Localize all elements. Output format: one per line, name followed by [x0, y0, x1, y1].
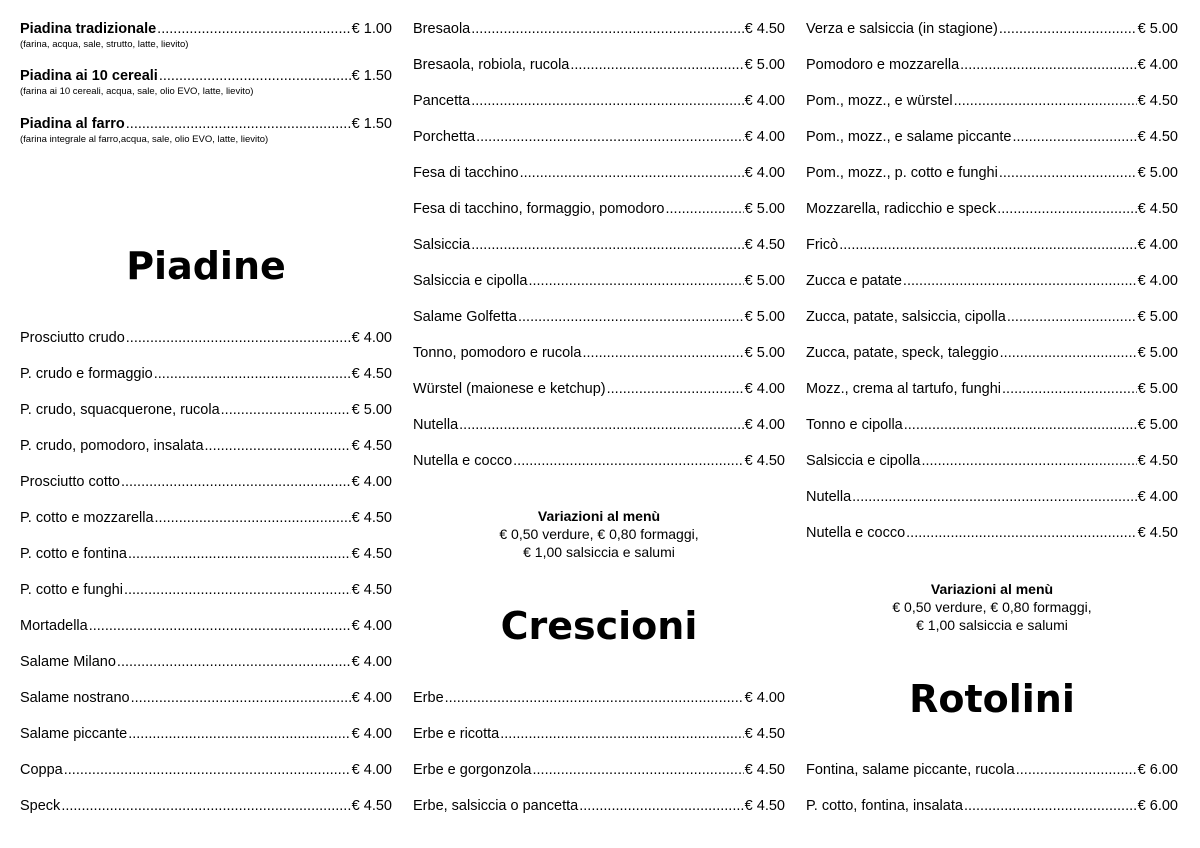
leader-dots: [964, 796, 1137, 816]
leader-dots: [533, 760, 744, 780]
menu-item: [413, 379, 785, 399]
menu-item: [806, 487, 1178, 507]
leader-dots: [997, 199, 1136, 219]
menu-item: [20, 19, 392, 39]
item-name: Salame nostrano: [20, 690, 130, 706]
item-name: Nutella e cocco: [413, 453, 513, 469]
menu-item: [20, 616, 392, 636]
menu-item: [20, 652, 392, 672]
item-name: Nutella: [413, 417, 459, 433]
item-name: Prosciutto crudo: [20, 330, 125, 346]
leader-dots: [960, 55, 1137, 75]
menu-item: [806, 91, 1178, 111]
item-ingredients: (farina ai 10 cereali, acqua, sale, olio EVO, latte, lievito): [20, 86, 254, 97]
leader-dots: [157, 19, 351, 39]
item-price: € 4.50: [351, 582, 392, 598]
item-name: Prosciutto cotto: [20, 474, 120, 490]
item-price: € 4.50: [351, 798, 392, 814]
leader-dots: [126, 328, 351, 348]
item-price: € 4.00: [351, 726, 392, 742]
item-name: P. cotto e fontina: [20, 546, 127, 562]
item-name: Porchetta: [413, 129, 476, 145]
menu-item: [413, 19, 785, 39]
item-price: € 4.00: [744, 93, 785, 109]
leader-dots: [154, 364, 351, 384]
item-name: Erbe e gorgonzola: [413, 762, 532, 778]
item-name: Speck: [20, 798, 61, 814]
item-name: Pancetta: [413, 93, 471, 109]
menu-item: [20, 580, 392, 600]
item-price: € 4.00: [351, 618, 392, 634]
item-price: € 4.50: [744, 762, 785, 778]
menu-item: [806, 760, 1178, 780]
item-price: € 4.00: [744, 381, 785, 397]
item-price: € 6.00: [1137, 798, 1178, 814]
leader-dots: [459, 415, 744, 435]
menu-item: [20, 400, 392, 420]
item-name: Erbe e ricotta: [413, 726, 500, 742]
item-price: € 4.50: [351, 366, 392, 382]
item-name: P. crudo, pomodoro, insalata: [20, 438, 204, 454]
item-price: € 4.00: [1137, 273, 1178, 289]
leader-dots: [903, 271, 1137, 291]
leader-dots: [121, 472, 351, 492]
menu-item: [806, 415, 1178, 435]
leader-dots: [159, 66, 351, 86]
item-name: Salame Milano: [20, 654, 116, 670]
item-name: Salame piccante: [20, 726, 128, 742]
variations-line: € 0,50 verdure, € 0,80 formaggi,: [892, 599, 1092, 615]
item-name: Salsiccia e cipolla: [413, 273, 528, 289]
item-name: Fontina, salame piccante, rucola: [806, 762, 1015, 778]
menu-item: [806, 451, 1178, 471]
leader-dots: [839, 235, 1136, 255]
leader-dots: [128, 724, 350, 744]
item-name: Piadina tradizionale: [20, 21, 157, 37]
menu-item: [20, 544, 392, 564]
menu-item: [806, 271, 1178, 291]
menu-item: [806, 343, 1178, 363]
item-price: € 4.00: [351, 762, 392, 778]
menu-item: [413, 688, 785, 708]
item-price: € 4.00: [351, 690, 392, 706]
item-name: Pomodoro e mozzarella: [806, 57, 960, 73]
leader-dots: [921, 451, 1136, 471]
item-name: Salsiccia e cipolla: [806, 453, 921, 469]
item-price: € 1.50: [351, 68, 392, 84]
menu-item: [20, 724, 392, 744]
item-name: P. cotto e mozzarella: [20, 510, 154, 526]
menu-item: [806, 523, 1178, 543]
item-price: € 5.00: [1137, 21, 1178, 37]
item-price: € 4.50: [351, 510, 392, 526]
item-name: Würstel (maionese e ketchup): [413, 381, 606, 397]
item-name: Mozzarella, radicchio e speck: [806, 201, 997, 217]
item-price: € 4.50: [744, 21, 785, 37]
item-name: Pom., mozz., e würstel: [806, 93, 953, 109]
item-name: Pom., mozz., e salame piccante: [806, 129, 1012, 145]
menu-item: [413, 271, 785, 291]
item-price: € 5.00: [1137, 381, 1178, 397]
item-name: Piadina ai 10 cereali: [20, 68, 158, 84]
leader-dots: [500, 724, 743, 744]
menu-item: [806, 19, 1178, 39]
menu-item: [20, 114, 392, 134]
leader-dots: [128, 544, 351, 564]
item-name: Mozz., crema al tartufo, funghi: [806, 381, 1002, 397]
menu-item: [20, 328, 392, 348]
menu-item: [806, 235, 1178, 255]
item-price: € 4.00: [351, 654, 392, 670]
item-price: € 5.00: [744, 309, 785, 325]
leader-dots: [570, 55, 743, 75]
variations-title: Variazioni al menù: [930, 581, 1054, 597]
section-heading-crescioni: Crescioni: [500, 604, 698, 648]
item-price: € 5.00: [1137, 345, 1178, 361]
item-name: Fesa di tacchino, formaggio, pomodoro: [413, 201, 665, 217]
item-name: Tonno e cipolla: [806, 417, 903, 433]
item-name: Salame Golfetta: [413, 309, 517, 325]
item-price: € 5.00: [1137, 165, 1178, 181]
leader-dots: [61, 796, 350, 816]
item-price: € 4.00: [744, 690, 785, 706]
item-ingredients: (farina integrale al farro,acqua, sale, olio EVO, latte, lievito): [20, 134, 269, 145]
item-price: € 4.50: [1137, 201, 1178, 217]
menu-item: [20, 760, 392, 780]
leader-dots: [665, 199, 743, 219]
item-name: Mortadella: [20, 618, 88, 634]
leader-dots: [124, 580, 351, 600]
leader-dots: [513, 451, 744, 471]
variations-line: € 1,00 salsiccia e salumi: [523, 544, 675, 560]
leader-dots: [582, 343, 743, 363]
menu-item: [806, 307, 1178, 327]
section-heading-piadine: Piadine: [126, 244, 286, 288]
menu-item: [806, 199, 1178, 219]
leader-dots: [852, 487, 1137, 507]
item-price: € 4.50: [351, 438, 392, 454]
item-name: P. crudo e formaggio: [20, 366, 153, 382]
leader-dots: [471, 91, 743, 111]
menu-item: [806, 55, 1178, 75]
leader-dots: [471, 235, 743, 255]
item-price: € 4.50: [351, 546, 392, 562]
item-price: € 4.00: [1137, 489, 1178, 505]
item-name: Erbe, salsiccia o pancetta: [413, 798, 579, 814]
item-name: Bresaola: [413, 21, 471, 37]
menu-item: [413, 163, 785, 183]
item-price: € 4.50: [1137, 525, 1178, 541]
menu-item: [806, 796, 1178, 816]
menu-item: [20, 688, 392, 708]
item-price: € 1.50: [351, 116, 392, 132]
item-name: P. cotto, fontina, insalata: [806, 798, 963, 814]
variations-line: € 0,50 verdure, € 0,80 formaggi,: [499, 526, 699, 542]
leader-dots: [476, 127, 744, 147]
menu-item: [413, 343, 785, 363]
leader-dots: [528, 271, 743, 291]
leader-dots: [471, 19, 743, 39]
item-price: € 6.00: [1137, 762, 1178, 778]
menu-variations-note: [413, 507, 785, 561]
menu-item: [413, 55, 785, 75]
leader-dots: [999, 19, 1137, 39]
item-name: Nutella e cocco: [806, 525, 906, 541]
leader-dots: [579, 796, 743, 816]
leader-dots: [1013, 127, 1137, 147]
variations-title: Variazioni al menù: [537, 508, 661, 524]
item-price: € 4.00: [351, 330, 392, 346]
item-price: € 4.00: [744, 165, 785, 181]
menu-item: [413, 451, 785, 471]
menu-item: [413, 796, 785, 816]
leader-dots: [126, 114, 351, 134]
menu-item: [413, 199, 785, 219]
item-price: € 4.50: [744, 726, 785, 742]
menu-item: [20, 472, 392, 492]
menu-item: [20, 508, 392, 528]
leader-dots: [906, 523, 1137, 543]
leader-dots: [155, 508, 351, 528]
item-price: € 4.50: [1137, 453, 1178, 469]
item-price: € 5.00: [1137, 309, 1178, 325]
item-price: € 5.00: [744, 345, 785, 361]
item-price: € 4.50: [744, 237, 785, 253]
leader-dots: [607, 379, 744, 399]
item-price: € 5.00: [1137, 417, 1178, 433]
item-name: P. crudo, squacquerone, rucola: [20, 402, 220, 418]
item-price: € 5.00: [744, 57, 785, 73]
menu-item: [413, 91, 785, 111]
menu-item: [413, 724, 785, 744]
menu-item: [413, 127, 785, 147]
item-price: € 4.50: [744, 453, 785, 469]
item-name: Salsiccia: [413, 237, 471, 253]
item-price: € 4.50: [744, 798, 785, 814]
leader-dots: [904, 415, 1137, 435]
menu-item: [20, 66, 392, 86]
item-price: € 5.00: [744, 273, 785, 289]
item-name: Verza e salsiccia (in stagione): [806, 21, 998, 37]
menu-item: [413, 415, 785, 435]
item-price: € 4.50: [1137, 93, 1178, 109]
menu-item: [806, 379, 1178, 399]
item-name: Piadina al farro: [20, 116, 125, 132]
leader-dots: [1016, 760, 1137, 780]
menu-item: [20, 364, 392, 384]
menu-item: [20, 436, 392, 456]
leader-dots: [520, 163, 744, 183]
item-name: Erbe: [413, 690, 444, 706]
item-price: € 4.00: [744, 129, 785, 145]
leader-dots: [1007, 307, 1137, 327]
menu-item: [20, 796, 392, 816]
leader-dots: [205, 436, 351, 456]
variations-line: € 1,00 salsiccia e salumi: [916, 617, 1068, 633]
leader-dots: [131, 688, 351, 708]
leader-dots: [954, 91, 1137, 111]
item-name: Fricò: [806, 237, 839, 253]
leader-dots: [999, 163, 1137, 183]
leader-dots: [1000, 343, 1137, 363]
item-price: € 4.00: [1137, 57, 1178, 73]
leader-dots: [1002, 379, 1137, 399]
leader-dots: [117, 652, 351, 672]
item-name: Pom., mozz., p. cotto e funghi: [806, 165, 998, 181]
leader-dots: [518, 307, 744, 327]
leader-dots: [445, 688, 744, 708]
menu-variations-note: [806, 580, 1178, 634]
item-name: Zucca, patate, speck, taleggio: [806, 345, 999, 361]
item-name: Coppa: [20, 762, 63, 778]
menu-item: [413, 307, 785, 327]
item-name: Zucca, patate, salsiccia, cipolla: [806, 309, 1006, 325]
leader-dots: [64, 760, 351, 780]
item-name: P. cotto e funghi: [20, 582, 123, 598]
menu-item: [806, 127, 1178, 147]
item-name: Tonno, pomodoro e rucola: [413, 345, 582, 361]
leader-dots: [221, 400, 351, 420]
menu-item: [806, 163, 1178, 183]
menu-item: [413, 235, 785, 255]
item-name: Bresaola, robiola, rucola: [413, 57, 570, 73]
item-price: € 4.50: [1137, 129, 1178, 145]
item-price: € 4.00: [744, 417, 785, 433]
item-name: Fesa di tacchino: [413, 165, 519, 181]
item-name: Zucca e patate: [806, 273, 902, 289]
item-price: € 5.00: [744, 201, 785, 217]
menu-item: [413, 760, 785, 780]
item-price: € 5.00: [351, 402, 392, 418]
item-name: Nutella: [806, 489, 852, 505]
item-price: € 4.00: [1137, 237, 1178, 253]
item-price: € 1.00: [351, 21, 392, 37]
item-ingredients: (farina, acqua, sale, strutto, latte, lievito): [20, 39, 189, 50]
leader-dots: [89, 616, 351, 636]
section-heading-rotolini: Rotolini: [909, 677, 1075, 721]
item-price: € 4.00: [351, 474, 392, 490]
